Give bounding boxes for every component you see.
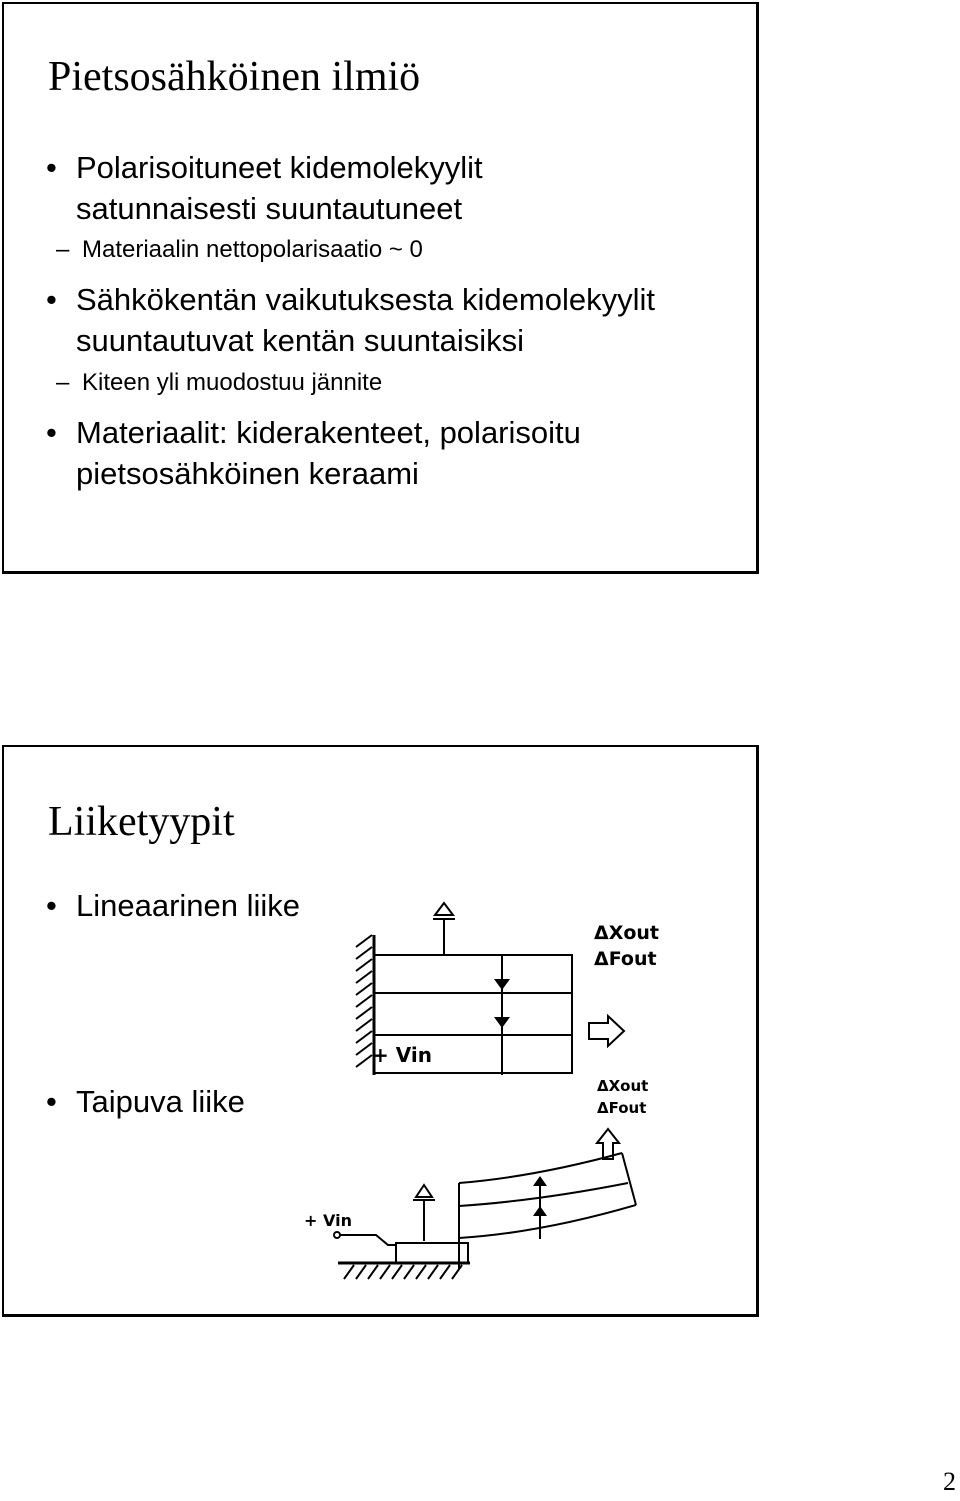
bullet-marker: • [46,415,57,450]
bullet-marker: • [46,888,57,923]
bullet-item [46,279,655,361]
ground-terminal-icon [416,1185,432,1197]
slide-2 [2,745,759,1317]
wall-hatching [356,935,372,1067]
sub-bullet-line: Kiteen yli muodostuu jännite [82,369,383,396]
bullet-line: Taipuva liike [76,1084,245,1119]
sub-bullet-item [56,368,383,398]
electrode-marker-icon [533,1176,547,1186]
bullet-line: Lineaarinen liike [76,888,301,923]
base-hatching [344,1265,462,1279]
linear-input-label: + Vin [372,1043,432,1067]
page-number: 2 [943,1467,956,1496]
output-label: ΔFout [597,1099,647,1117]
bullet-line: suuntautuvat kentän suuntaisiksi [76,323,525,358]
sub-bullet-line: Materiaalin nettopolarisaatio ~ 0 [82,236,423,263]
output-label: ΔXout [594,922,660,944]
bullet-marker: • [46,282,57,317]
dash-marker: – [56,236,70,263]
ground-terminal-icon [435,903,453,915]
sub-bullet-item [56,235,423,265]
bending-input-label: + Vin [304,1211,352,1230]
bullet-line: Polarisoituneet kidemolekyylit [76,150,483,185]
dash-marker: – [56,369,70,396]
slide-1 [2,2,759,574]
clamp-block [396,1243,468,1263]
slide-title: Pietsosähköinen ilmiö [48,54,421,100]
bullet-item [46,412,581,494]
output-label: ΔXout [597,1077,649,1095]
electrode-marker-icon [494,979,510,990]
bullet-line: Materiaalit: kiderakenteet, polarisoitu [76,415,581,450]
input-wire [340,1235,396,1245]
bullet-line: satunnaisesti suuntautuneet [76,191,463,226]
bending-motion-diagram [304,1073,649,1283]
output-label: ΔFout [594,948,657,970]
bullet-line: pietsosähköinen keraami [76,456,419,491]
electrode-marker-icon [533,1206,547,1216]
beam-free-end [622,1153,636,1205]
bullet-line: Sähkökentän vaikutuksesta kidemolekyylit [76,282,655,317]
output-arrow-right-icon [589,1016,624,1046]
slide-title: Liiketyypit [48,799,235,845]
input-terminal-icon [334,1232,340,1238]
beam-bottom-edge [459,1205,636,1238]
bullet-marker: • [46,1084,57,1119]
bullet-item [46,1081,245,1122]
electrode-marker-icon [494,1017,510,1028]
bullet-item [46,885,301,926]
bullet-marker: • [46,150,57,185]
bullet-item [46,147,483,229]
beam-middle-line [459,1183,628,1206]
